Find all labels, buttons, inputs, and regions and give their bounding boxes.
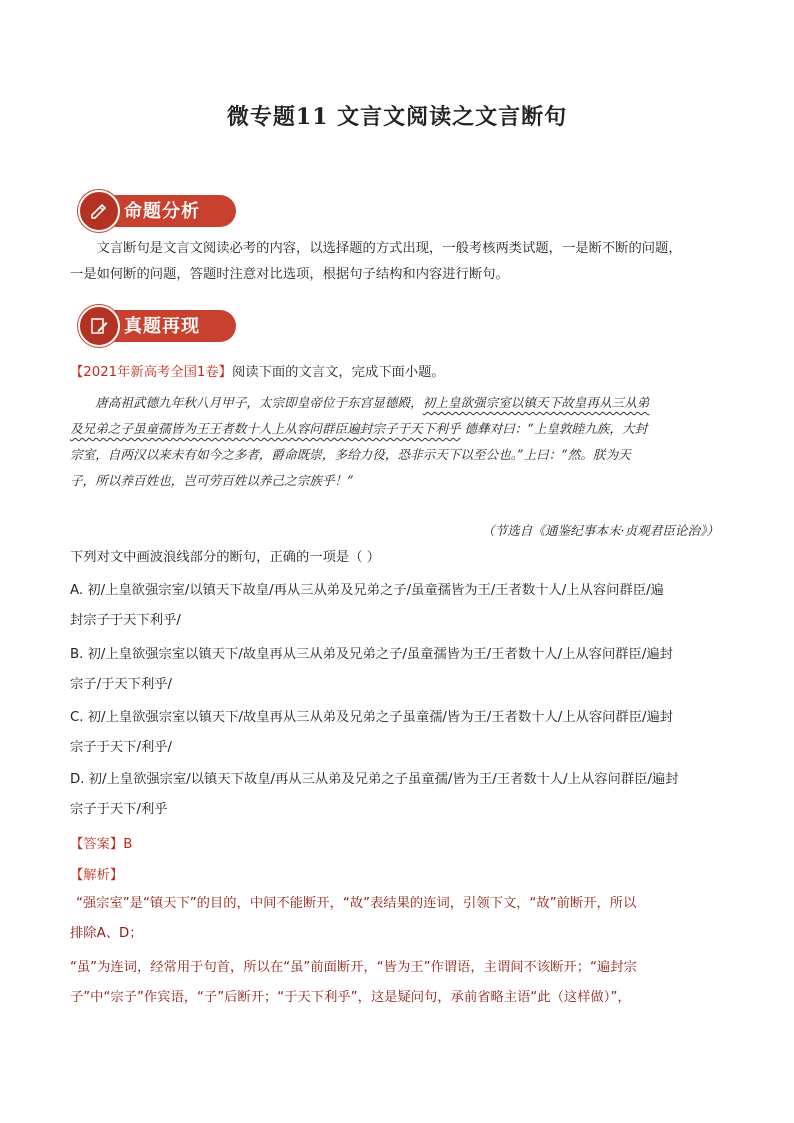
intro-paragraph-cont bbox=[70, 262, 725, 288]
passage-line-2 bbox=[70, 416, 725, 442]
analysis-line-4: 子”中“宗子”作宾语，“子”后断开；“于天下利乎”，这是疑问句，承前省略主语“此（这样做）”， bbox=[70, 990, 631, 1005]
page-title: 微专题11 文言文阅读之文言断句 bbox=[226, 104, 568, 130]
option-c-line-2: 宗子于天下/利乎/ bbox=[70, 740, 173, 755]
passage-text: 德彝对曰：“上皇敦睦九族，大封 bbox=[460, 421, 648, 436]
section-header-analysis bbox=[78, 190, 236, 232]
question-header bbox=[70, 360, 725, 386]
answer-label: 【答案】 bbox=[70, 837, 124, 852]
question-stem: 下列对文中画波浪线部分的断句，正确的一项是（ ） bbox=[70, 550, 381, 565]
section-title: 命题分析 bbox=[124, 201, 200, 222]
option-d-line-1: D. 初/上皇欲强宗室/以镇天下故皇/再从三从弟及兄弟之子虽童孺/皆为王/王者数十人/上从容问群臣/遍封 bbox=[70, 772, 679, 787]
passage-text: 唐高祖武德九年秋八月甲子，太宗即皇帝位于东宫显德殿， bbox=[95, 395, 423, 410]
passage-source: （节选自《通鉴纪事本末·贞观君臣论治》） bbox=[482, 523, 719, 538]
section-header-exam bbox=[78, 305, 236, 347]
section-title: 真题再现 bbox=[124, 316, 200, 337]
edit-document-icon bbox=[78, 305, 120, 347]
option-a-line-1: A. 初/上皇欲强宗室/以镇天下故皇/再从三从弟及兄弟之子/虽童孺皆为王/王者数十人/上从容问群臣/遍 bbox=[70, 583, 664, 598]
wavy-underlined-text: 初上皇欲强宗室以镇天下故皇再从三从弟 bbox=[422, 395, 650, 410]
answer-row bbox=[70, 833, 132, 852]
answer-value: B bbox=[123, 837, 133, 852]
analysis-line-2: 排除A、D； bbox=[70, 926, 143, 941]
option-b-line-2: 宗子/于天下利乎/ bbox=[70, 677, 173, 692]
intro-line-1: 文言断句是文言文阅读必考的内容，以选择题的方式出现，一般考核两类试题，一是断不断的问题， bbox=[96, 241, 682, 256]
wavy-underlined-text: 及兄弟之子虽童孺皆为王王者数十人上从容问群臣遍封宗子于天下利乎 bbox=[70, 421, 461, 436]
option-c-line-1: C. 初/上皇欲强宗室以镇天下/故皇再从三从弟及兄弟之子虽童孺/皆为王/王者数十人/上从容问群臣/遍封 bbox=[70, 710, 674, 725]
analysis-line-1: “强宗室”是“镇天下”的目的，中间不能断开，“故”表结果的连词，引领下文，“故”前断开，所以 bbox=[76, 896, 637, 911]
question-prompt: 阅读下面的文言文，完成下面小题。 bbox=[231, 365, 445, 380]
analysis-label bbox=[70, 864, 123, 883]
passage-line-3: 宗室，自两汉以来未有如今之多者，爵命既崇，多给力役，恐非示天下以至公也。”上曰：“然。朕为天 bbox=[70, 447, 631, 462]
intro-paragraph bbox=[70, 236, 725, 262]
intro-line-2: 一是如何断的问题，答题时注意对比选项，根据句子结构和内容进行断句。 bbox=[70, 267, 509, 282]
question-tag: 【2021年新高考全国1卷】 bbox=[70, 365, 232, 380]
passage-line-4: 子，所以养百姓也，岂可劳百姓以养己之宗族乎！” bbox=[70, 473, 354, 488]
option-b-line-1: B. 初/上皇欲强宗室以镇天下/故皇再从三从弟及兄弟之子/虽童孺皆为王/王者数十人/上从容问群臣/遍封 bbox=[70, 647, 673, 662]
passage-line-1 bbox=[70, 390, 725, 416]
option-a-line-2: 封宗子于天下利乎/ bbox=[70, 613, 181, 628]
analysis-heading: 【解析】 bbox=[70, 868, 124, 883]
analysis-line-3: “虽”为连词，经常用于句首，所以在“虽”前面断开，“皆为王”作谓语，主谓间不该断开；“遍封宗 bbox=[70, 960, 637, 975]
pen-icon bbox=[78, 190, 120, 232]
option-d-line-2: 宗子于天下/利乎 bbox=[70, 802, 168, 817]
